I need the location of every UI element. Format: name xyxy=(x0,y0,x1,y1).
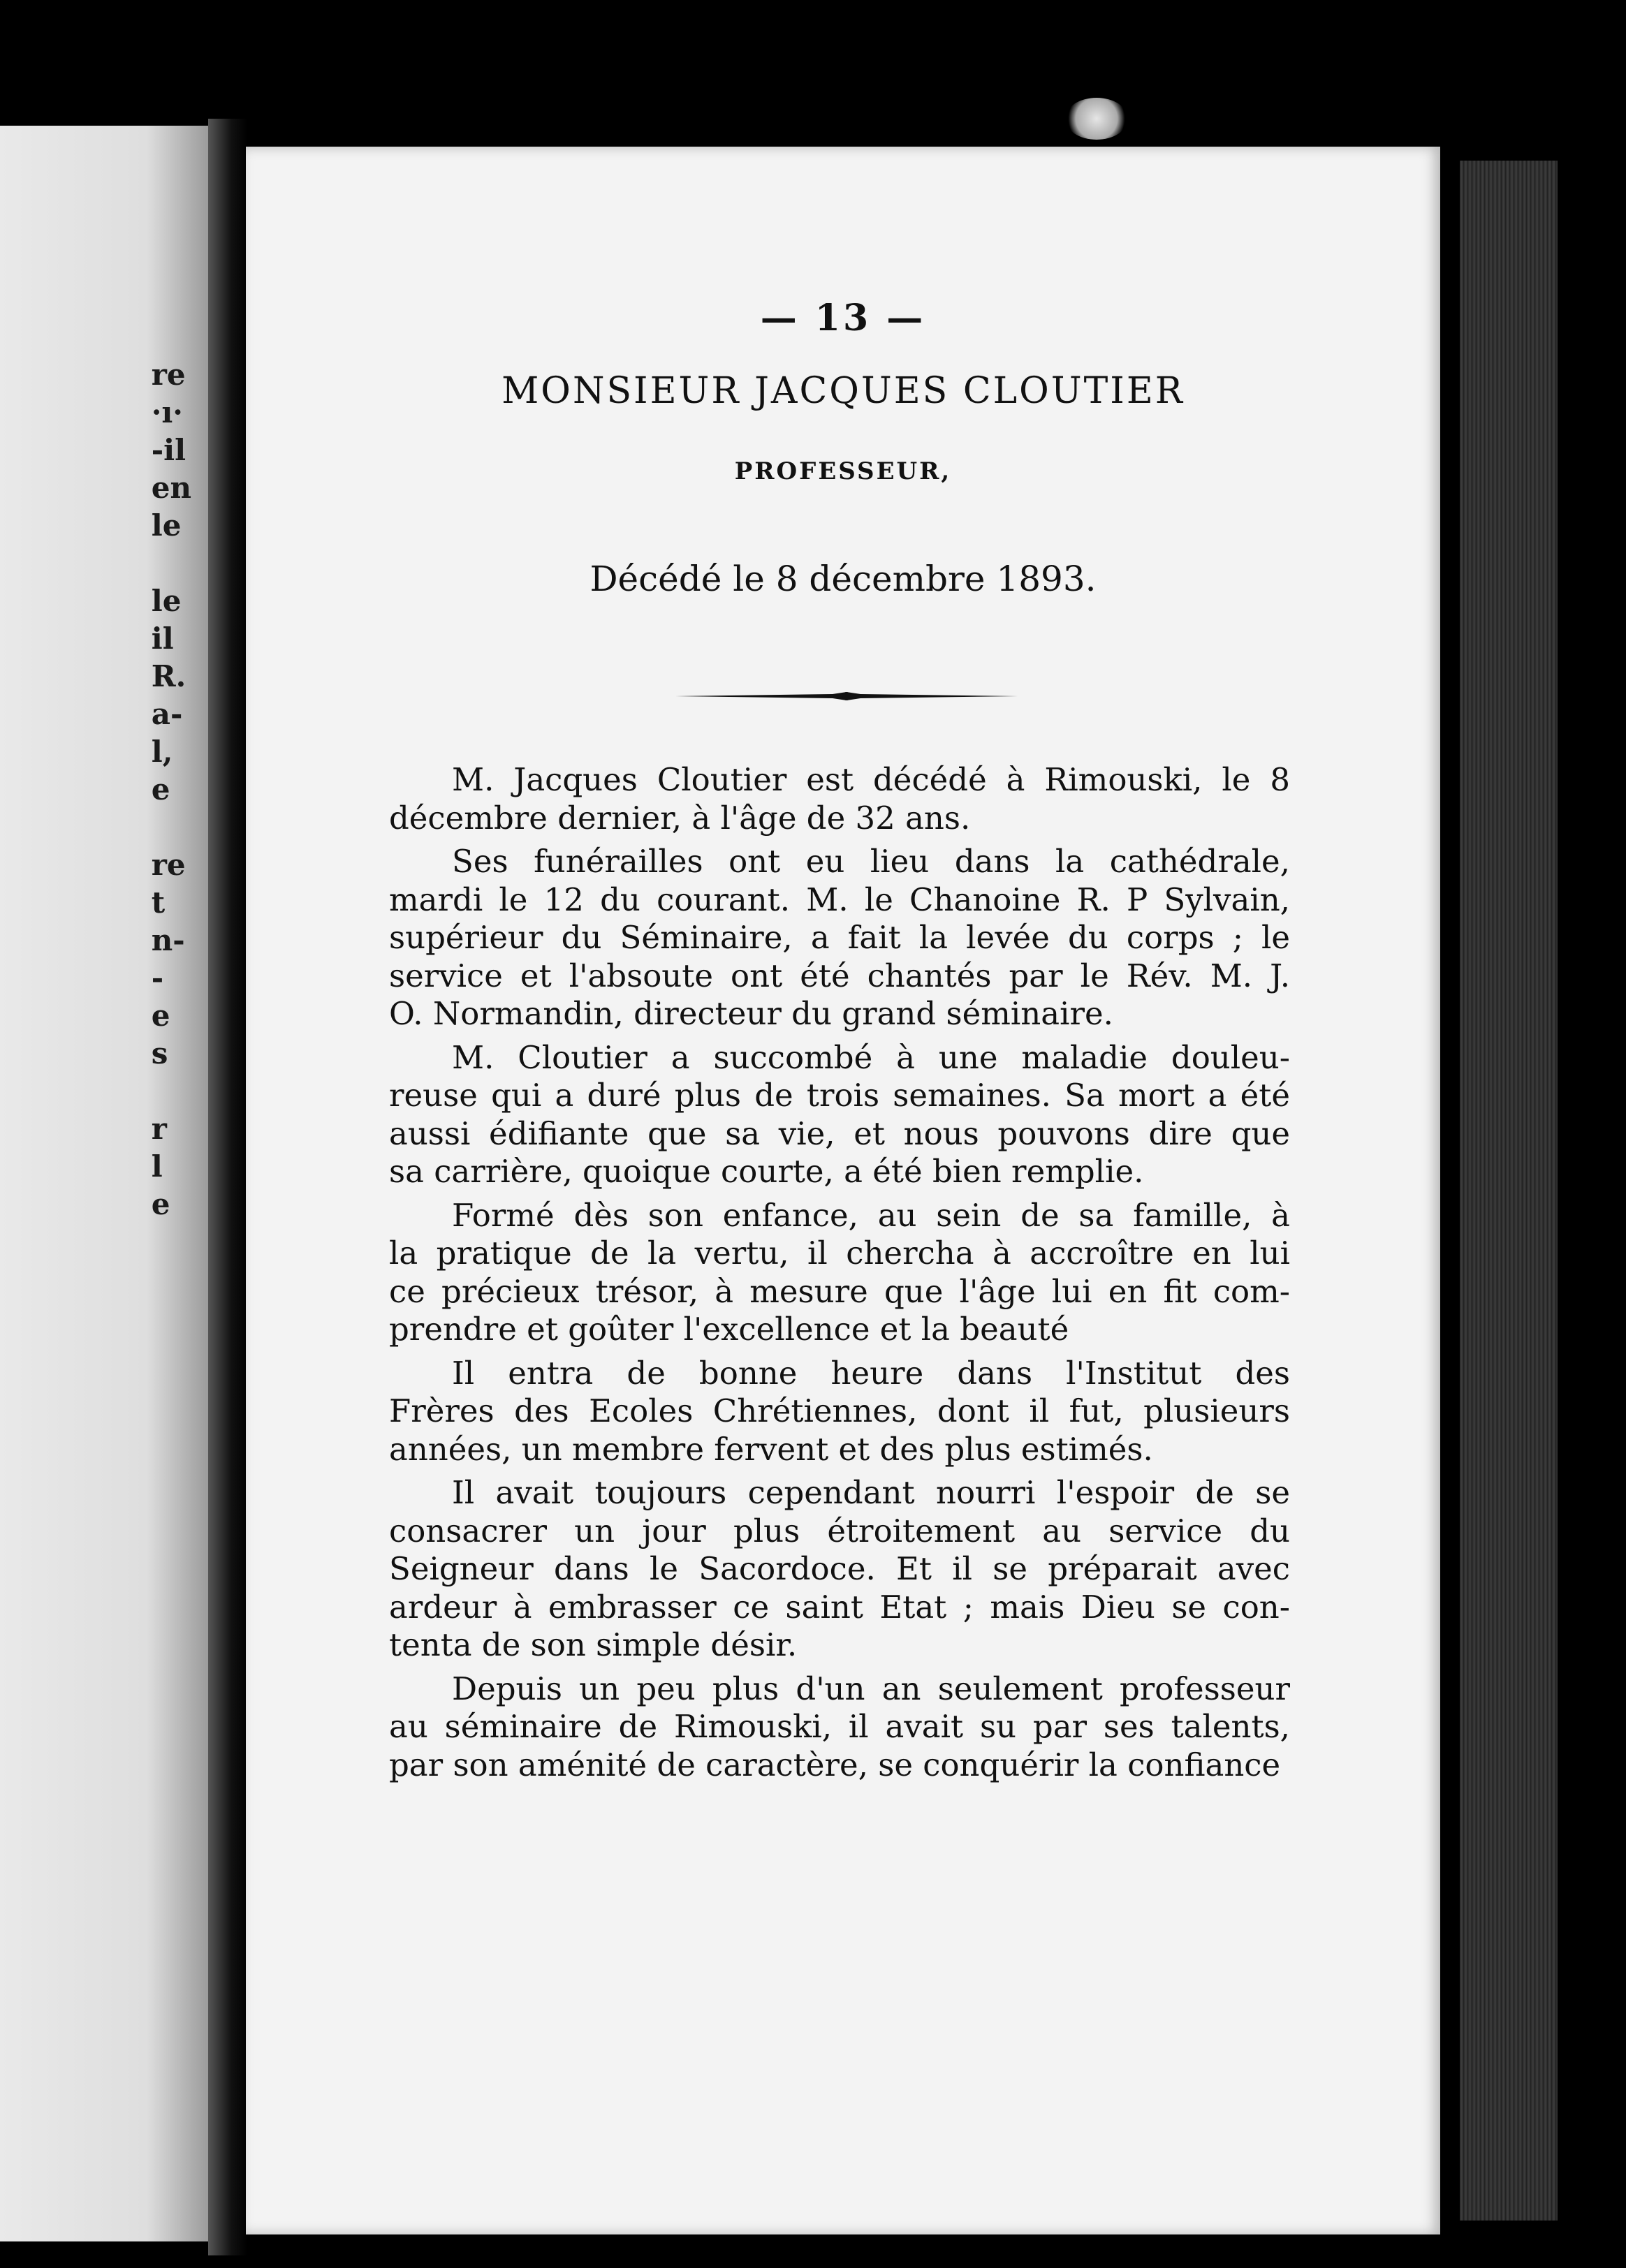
facing-page xyxy=(0,126,210,2241)
text-line: Ses funérailles ont eu lieu dans la cathédrale, xyxy=(452,843,1290,880)
facing-page-fragment: e xyxy=(151,772,170,807)
facing-page-fragment: - xyxy=(151,961,164,995)
dust-speck xyxy=(1065,98,1128,140)
text-line: années, un membre fervent et des plus estimés. xyxy=(389,1430,1153,1468)
text-line: Seigneur dans le Sacordoce. Et il se préparait avec xyxy=(389,1550,1290,1587)
text-line: sa carrière, quoique courte, a été bien remplie. xyxy=(389,1153,1144,1190)
facing-page-fragment: e xyxy=(151,999,170,1033)
ornamental-divider xyxy=(675,691,1018,701)
paragraph xyxy=(389,1670,1290,1785)
facing-page-fragment: R. xyxy=(151,659,186,693)
facing-page-fragment: -il xyxy=(151,433,186,467)
text-line: tenta de son simple désir. xyxy=(389,1626,798,1663)
facing-page-fragment: n- xyxy=(151,923,185,957)
paragraph xyxy=(389,1039,1290,1197)
text-line: ardeur à embrasser ce saint Etat ; mais Dieu se con- xyxy=(389,1588,1290,1626)
text-line: la pratique de la vertu, il chercha à accroître en lui xyxy=(389,1235,1290,1272)
text-line: Il entra de bonne heure dans l'Institut des xyxy=(452,1354,1290,1392)
text-line: supérieur du Séminaire, a fait la levée du corps ; le xyxy=(389,919,1290,956)
facing-page-fragment: ·ı· xyxy=(151,395,183,429)
facing-page-fragment xyxy=(152,1073,191,1110)
page-block-edge xyxy=(1460,161,1558,2221)
facing-page-fragment: re xyxy=(151,848,186,882)
text-line: Il avait toujours cependant nourri l'espoir de se xyxy=(452,1474,1290,1511)
paragraph xyxy=(389,1197,1290,1355)
paragraph xyxy=(389,761,1290,843)
facing-page-fragment: re xyxy=(151,358,186,392)
facing-page-fragment: le xyxy=(151,508,182,543)
text-line: service et l'absoute ont été chantés par le Rév. M. J. xyxy=(389,957,1290,994)
death-date: Décédé le 8 décembre 1893. xyxy=(589,559,1097,599)
page-heading: MONSIEUR JACQUES CLOUTIER xyxy=(501,370,1185,412)
text-line: aussi édifiante que sa vie, et nous pouvons dire que xyxy=(389,1114,1290,1152)
text-line: par son aménité de caractère, se conquérir la confiance xyxy=(389,1746,1281,1783)
facing-page-fragment: e xyxy=(151,1187,170,1221)
facing-page-fragment: le xyxy=(151,584,182,618)
facing-page-fragment: t xyxy=(151,885,166,920)
page-subheading: PROFESSEUR, xyxy=(734,457,952,485)
facing-page-fragment: s xyxy=(151,1036,168,1070)
text-line: Depuis un peu plus d'un an seulement professeur xyxy=(452,1670,1290,1707)
book-page xyxy=(246,147,1440,2234)
obituary-body-text xyxy=(389,761,1290,1784)
text-line: mardi le 12 du courant. M. le Chanoine R. P Sylvain, xyxy=(389,881,1290,918)
book-gutter xyxy=(208,119,247,2255)
facing-page-fragment: a- xyxy=(151,697,183,731)
text-line: consacrer un jour plus étroitement au service du xyxy=(389,1512,1290,1549)
text-line: décembre dernier, à l'âge de 32 ans. xyxy=(389,799,971,837)
text-line: Formé dès son enfance, au sein de sa famille, à xyxy=(452,1196,1290,1234)
text-line: M. Cloutier a succombé à une maladie douleu- xyxy=(452,1038,1290,1076)
facing-page-fragment xyxy=(152,545,191,582)
paragraph xyxy=(389,843,1290,1039)
facing-page-fragment: en xyxy=(151,471,191,505)
facing-page-text-fragments xyxy=(152,356,191,1223)
paragraph xyxy=(389,1474,1290,1670)
text-line: prendre et goûter l'excellence et la beauté xyxy=(389,1311,1069,1348)
text-line: Frères des Ecoles Chrétiennes, dont il fut, plusieurs xyxy=(389,1392,1290,1429)
facing-page-fragment: l xyxy=(151,1149,163,1184)
page-number: — 13 — xyxy=(760,297,926,339)
text-line: O. Normandin, directeur du grand séminaire. xyxy=(389,995,1113,1032)
facing-page-fragment: l, xyxy=(151,735,173,769)
text-line: M. Jacques Cloutier est décédé à Rimouski, le 8 xyxy=(452,761,1290,798)
text-line: ce précieux trésor, à mesure que l'âge lui en fit com- xyxy=(389,1272,1290,1310)
facing-page-fragment: r xyxy=(151,1112,167,1146)
text-line: reuse qui a duré plus de trois semaines. Sa mort a été xyxy=(389,1077,1290,1114)
facing-page-fragment: il xyxy=(151,621,174,656)
facing-page-fragment xyxy=(152,809,191,846)
paragraph xyxy=(389,1355,1290,1475)
text-line: au séminaire de Rimouski, il avait su par ses talents, xyxy=(389,1708,1290,1745)
